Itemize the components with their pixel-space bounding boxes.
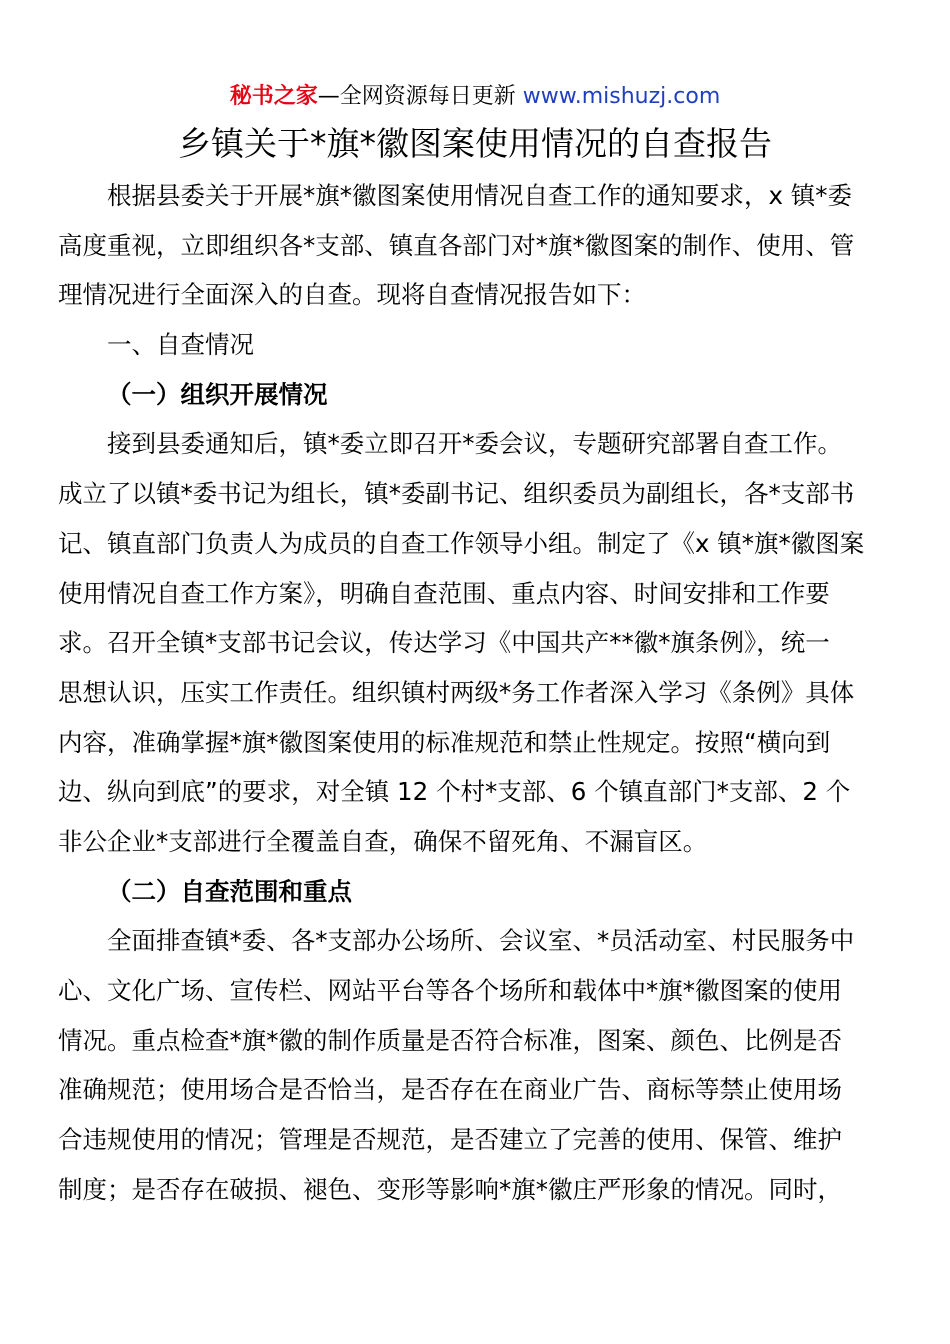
paragraph-line: 根据县委关于开展*旗*徽图案使用情况自查工作的通知要求，x 镇*委 — [107, 181, 853, 210]
paragraph-line: 接到县委通知后，镇*委立即召开*委会议，专题研究部署自查工作。 — [107, 429, 842, 459]
brand-url-link[interactable]: www.mishuzj.com — [522, 84, 721, 109]
paragraph-line: 非公企业*支部进行全覆盖自查，确保不留死角、不漏盲区。 — [58, 826, 708, 856]
paragraph-line: 成立了以镇*委书记为组长，镇*委副书记、组织委员为副组长，各*支部书 — [58, 479, 855, 509]
paragraph-line: 思想认识，压实工作责任。组织镇村两级*务工作者深入学习《条例》具体 — [58, 677, 855, 707]
document-title: 乡镇关于*旗*徽图案使用情况的自查报告 — [178, 124, 772, 163]
paragraph-line: 心、文化广场、宣传栏、网站平台等各个场所和载体中*旗*徽图案的使用 — [58, 976, 842, 1005]
site-banner — [0, 82, 950, 112]
brand-tagline: —全网资源每日更新 — [317, 84, 523, 109]
paragraph-line: 理情况进行全面深入的自查。现将自查情况报告如下： — [58, 280, 646, 310]
paragraph-line: 制度；是否存在破损、褪色、变形等影响*旗*徽庄严形象的情况。同时， — [58, 1174, 842, 1204]
paragraph-line: 求。召开全镇*支部书记会议，传达学习《中国共产**徽*旗条例》，统一 — [58, 628, 830, 658]
paragraph-line: 记、镇直部门负责人为成员的自查工作领导小组。制定了《x 镇*旗*徽图案 — [58, 528, 865, 558]
paragraph-line: 情况。重点检查*旗*徽的制作质量是否符合标准，图案、颜色、比例是否 — [58, 1025, 842, 1055]
subsection-heading: （一）组织开展情况 — [107, 379, 328, 409]
paragraph-line: 全面排查镇*委、各*支部办公场所、会议室、*员活动室、村民服务中 — [107, 926, 855, 956]
brand-name: 秘书之家 — [229, 84, 318, 109]
document-body — [58, 171, 892, 1214]
subsection-heading: （二）自查范围和重点 — [107, 876, 352, 906]
paragraph-line: 内容，准确掌握*旗*徽图案使用的标准规范和禁止性规定。按照“横向到 — [58, 727, 831, 757]
paragraph-line: 合违规使用的情况；管理是否规范，是否建立了完善的使用、保管、维护 — [58, 1125, 842, 1155]
paragraph-line: 准确规范；使用场合是否恰当，是否存在在商业广告、商标等禁止使用场 — [58, 1075, 842, 1105]
paragraph-line: 高度重视，立即组织各*支部、镇直各部门对*旗*徽图案的制作、使用、管 — [58, 230, 855, 260]
paragraph-line: 使用情况自查工作方案》，明确自查范围、重点内容、时间安排和工作要 — [58, 578, 830, 608]
paragraph-line: 边、纵向到底”的要求，对全镇 12 个村*支部、6 个镇直部门*支部、2 个 — [58, 777, 851, 807]
section-heading: 一、自查情况 — [107, 330, 254, 360]
